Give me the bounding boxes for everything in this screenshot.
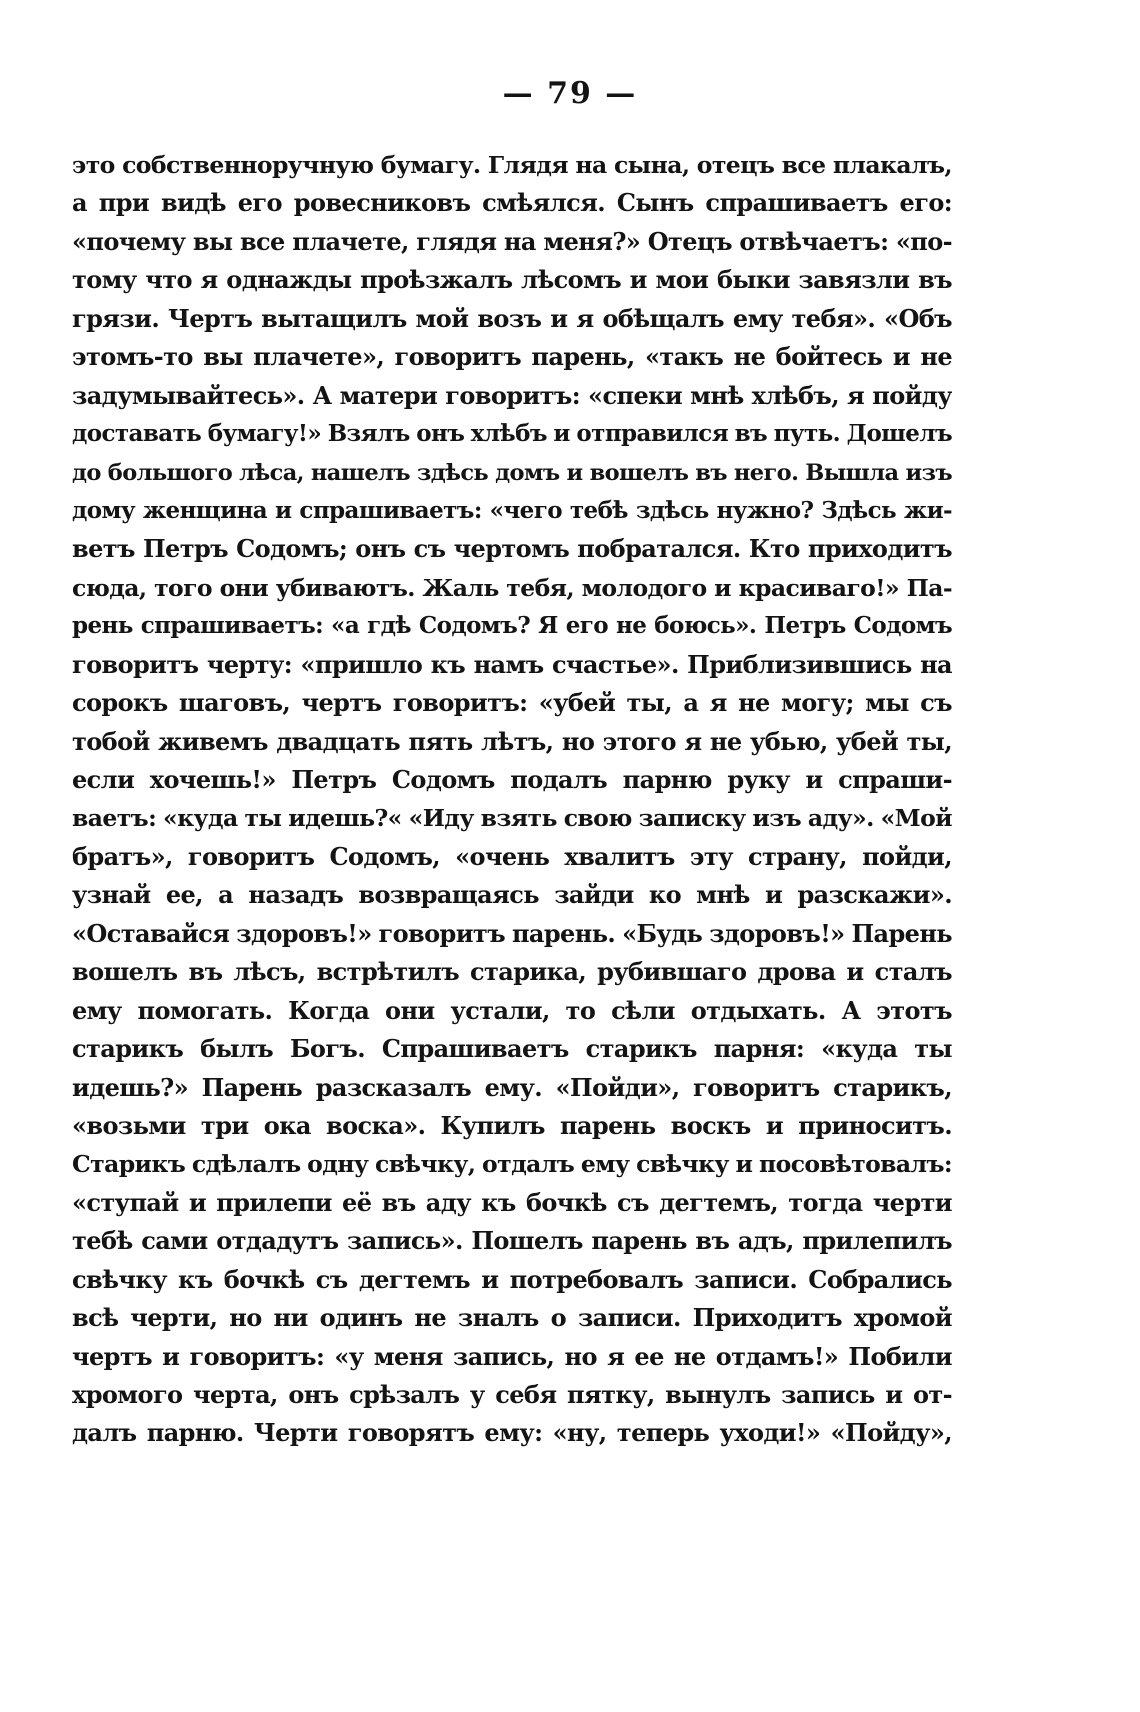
text-line: чертъ и говоритъ: «у меня запись, но я ее не отдамъ!» Побили xyxy=(72,1341,952,1371)
text-line: узнай ее, а назадъ возвращаясь зайди ко мнѣ и разскажи». xyxy=(72,880,952,910)
text-line: говоритъ черту: «пришло къ намъ счастье». Приблизившись на xyxy=(72,649,952,679)
text-line: до большого лѣса, нашелъ здѣсь домъ и вошелъ въ него. Вышла изъ xyxy=(72,459,952,486)
text-line: тебѣ сами отдадутъ запись». Пошелъ парень въ адъ, прилепилъ xyxy=(72,1226,952,1256)
page-number: — 79 — xyxy=(502,76,638,111)
text-line: вошелъ въ лѣсъ, встрѣтилъ старика, рубившаго дрова и сталъ xyxy=(72,957,952,987)
text-line: задумывайтесь». А матери говоритъ: «спеки мнѣ хлѣбъ, я пойду xyxy=(72,380,952,410)
text-line: «Оставайся здоровъ!» говоритъ парень. «Будь здоровъ!» Парень xyxy=(72,918,952,948)
text-line: идешь?» Парень разсказалъ ему. «Пойди», говоритъ старикъ, xyxy=(72,1072,952,1102)
text-line: доставать бумагу!» Взялъ онъ хлѣбъ и отправился въ путь. Дошелъ xyxy=(72,420,952,448)
text-line: всѣ черти, но ни одинъ не зналъ о записи. Приходитъ хромой xyxy=(72,1303,952,1333)
text-line: тому что я однажды проѣзжалъ лѣсомъ и мои быки завязли въ xyxy=(72,265,952,295)
text-line: ему помогать. Когда они устали, то сѣли отдыхать. А этотъ xyxy=(72,995,952,1025)
text-line: «возьми три ока воска». Купилъ парень воскъ и приноситъ. xyxy=(72,1110,952,1140)
text-line: это собственноручную бумагу. Глядя на сына, отецъ все плакалъ, xyxy=(72,151,952,179)
text-line: старикъ былъ Богъ. Спрашиваетъ старикъ парня: «куда ты xyxy=(72,1034,952,1064)
text-line: грязи. Чертъ вытащилъ мой возъ и я обѣщалъ ему тебя». «Объ xyxy=(72,303,952,333)
text-line: Старикъ сдѣлалъ одну свѣчку, отдалъ ему свѣчку и посовѣтовалъ: xyxy=(72,1150,952,1179)
text-line: этомъ-то вы плачете», говоритъ парень, «такъ не бойтесь и не xyxy=(72,342,952,372)
text-line: если хочешь!» Петръ Содомъ подалъ парню руку и спраши- xyxy=(72,765,952,794)
body-text xyxy=(72,146,952,1453)
text-line: сорокъ шаговъ, чертъ говоритъ: «убей ты, а я не могу; мы съ xyxy=(72,688,952,718)
text-line: далъ парню. Черти говорятъ ему: «ну, теперь уходи!» «Пойду», xyxy=(72,1418,952,1448)
text-line: сюда, того они убиваютъ. Жаль тебя, молодого и красиваго!» Па- xyxy=(72,573,952,602)
text-line: а при видѣ его ровесниковъ смѣялся. Сынъ спрашиваетъ его: xyxy=(72,188,952,218)
text-line: хромого черта, онъ срѣзалъ у себя пятку, вынулъ запись и от- xyxy=(72,1380,952,1409)
text-line: дому женщина и спрашиваетъ: «чего тебѣ здѣсь нужно? Здѣсь жи- xyxy=(72,496,952,524)
text-line: тобой живемъ двадцать пять лѣтъ, но этого я не убью, убей ты, xyxy=(72,726,952,756)
text-line: свѣчку къ бочкѣ съ дегтемъ и потребовалъ записи. Собрались xyxy=(72,1264,952,1294)
text-line: «ступай и прилепи её въ аду къ бочкѣ съ дегтемъ, тогда черти xyxy=(72,1187,952,1217)
text-line: братъ», говоритъ Содомъ, «очень хвалитъ эту страну, пойди, xyxy=(72,841,952,871)
text-line: ветъ Петръ Содомъ; онъ съ чертомъ побратался. Кто приходитъ xyxy=(72,534,952,564)
text-line: рень спрашиваетъ: «а гдѣ Содомъ? Я его не боюсь». Петръ Содомъ xyxy=(72,612,952,640)
text-line: ваетъ: «куда ты идешь?« «Иду взять свою записку изъ аду». «Мой xyxy=(72,804,952,833)
text-line: «почему вы все плачете, глядя на меня?» Отецъ отвѣчаетъ: «по- xyxy=(72,226,952,256)
